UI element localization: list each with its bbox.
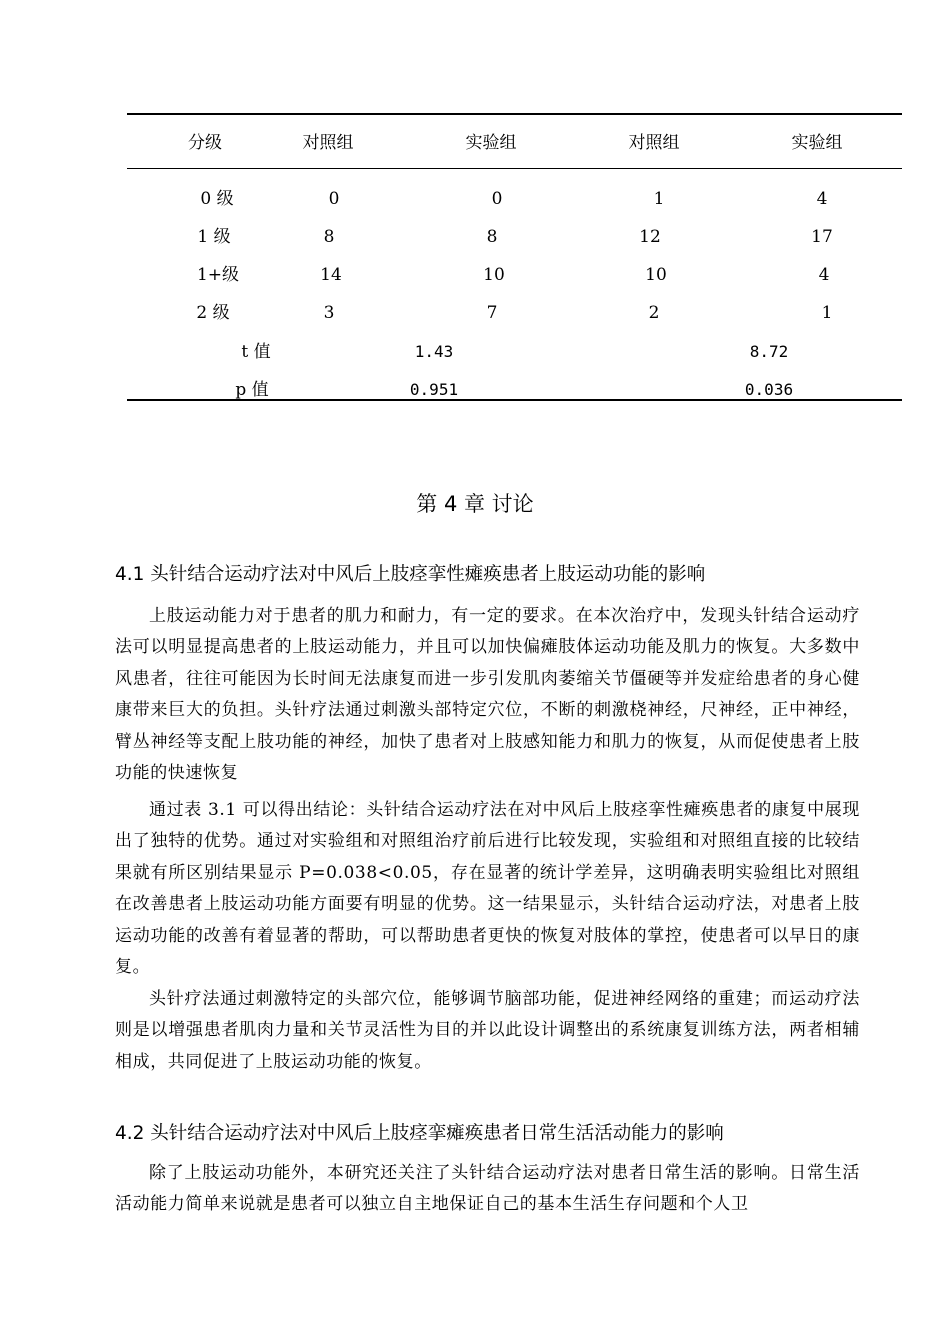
table-cell: 12 (639, 227, 661, 247)
table-cell: 14 (320, 265, 342, 285)
table-cell: 0 (328, 189, 340, 209)
paragraph: 上肢运动能力对于患者的肌力和耐力，有一定的要求。在本次治疗中，发现头针结合运动疗法可以明显提高患者的上肢运动能力，并且可以加快偏瘫肢体运动功能及肌力的恢复。大多数中风患者，往往可能因为长时间无法康复而进一步引发肌肉萎缩关节僵硬等并发症给患者的身心健康带来巨大的负担。头针疗法通过刺激头部特定穴位，不断的刺激桡神经，尺神经，正中神经，臂丛神经等支配上肢功能的神经，加快了患者对上肢感知能力和肌力的恢复，从而促使患者上肢功能的快速恢复 (115, 606, 860, 784)
table-stat-t-before: 1.43 (414, 342, 454, 361)
paragraph: 通过表 3.1 可以得出结论：头针结合运动疗法在对中风后上肢痉挛性瘫痪患者的康复中展现出了独特的优势。通过对实验组和对照组治疗前后进行比较发现，实验组和对照组直接的比较结果就有所区别结果显示 P=0.038<0.05，存在显著的统计学差异，这明确表明实验组比对照组在改善患者上肢运动功能方面要有明显的优势。这一结果显示，头针结合运动疗法，对患者上肢运动功能的改善有着显著的帮助，可以帮助患者更快的恢复对肢体的掌控，使患者可以早日的康复。 (115, 800, 860, 978)
table-header-control-before: 对照组 (302, 133, 354, 153)
table-cell: 4 (816, 189, 828, 209)
table-header-control-after: 对照组 (628, 133, 680, 153)
paragraph: 头针疗法通过刺激特定的头部穴位，能够调节脑部功能，促进神经网络的重建；而运动疗法则是以增强患者肌肉力量和关节灵活性为目的并以此设计调整出的系统康复训练方法，两者相辅相成，共同促进了上肢运动功能的恢复。 (115, 989, 860, 1072)
table-cell: 0 级 (200, 189, 234, 209)
chapter-title: 第 4 章 讨论 (416, 492, 534, 516)
table-stat-p-after: 0.036 (744, 380, 794, 399)
table-cell: 17 (811, 227, 833, 247)
table-cell: 1 (653, 189, 665, 209)
table-stat-label-p: p 值 (235, 380, 269, 400)
table-cell: 3 (323, 303, 335, 323)
table-cell: 8 (486, 227, 498, 247)
paragraph: 除了上肢运动功能外，本研究还关注了头针结合运动疗法对患者日常生活的影响。日常生活活动能力简单来说就是患者可以独立自主地保证自己的基本生活生存问题和个人卫 (115, 1163, 860, 1215)
table-cell: 10 (483, 265, 505, 285)
table-header-experiment-before: 实验组 (465, 133, 517, 153)
table-stat-p-before: 0.951 (409, 380, 459, 399)
table-top-rule (127, 113, 902, 115)
section-title-4-2: 4.2 头针结合运动疗法对中风后上肢痉挛瘫痪患者日常生活活动能力的影响 (115, 1123, 724, 1144)
table-stat-label-t: t 值 (241, 342, 271, 362)
table-header-grade: 分级 (188, 133, 222, 153)
table-cell: 1+级 (196, 265, 240, 285)
table-stat-t-after: 8.72 (749, 342, 789, 361)
table-cell: 8 (323, 227, 335, 247)
table-cell: 2 (648, 303, 660, 323)
table-cell: 10 (645, 265, 667, 285)
table-cell: 4 (818, 265, 830, 285)
table-cell: 7 (486, 303, 498, 323)
table-cell: 2 级 (196, 303, 230, 323)
table-header-experiment-after: 实验组 (791, 133, 843, 153)
table-cell: 1 (821, 303, 833, 323)
section-title-4-1: 4.1 头针结合运动疗法对中风后上肢痉挛性瘫痪患者上肢运动功能的影响 (115, 564, 706, 585)
table-cell: 0 (491, 189, 503, 209)
table-cell: 1 级 (197, 227, 231, 247)
table-header-rule (127, 168, 902, 169)
